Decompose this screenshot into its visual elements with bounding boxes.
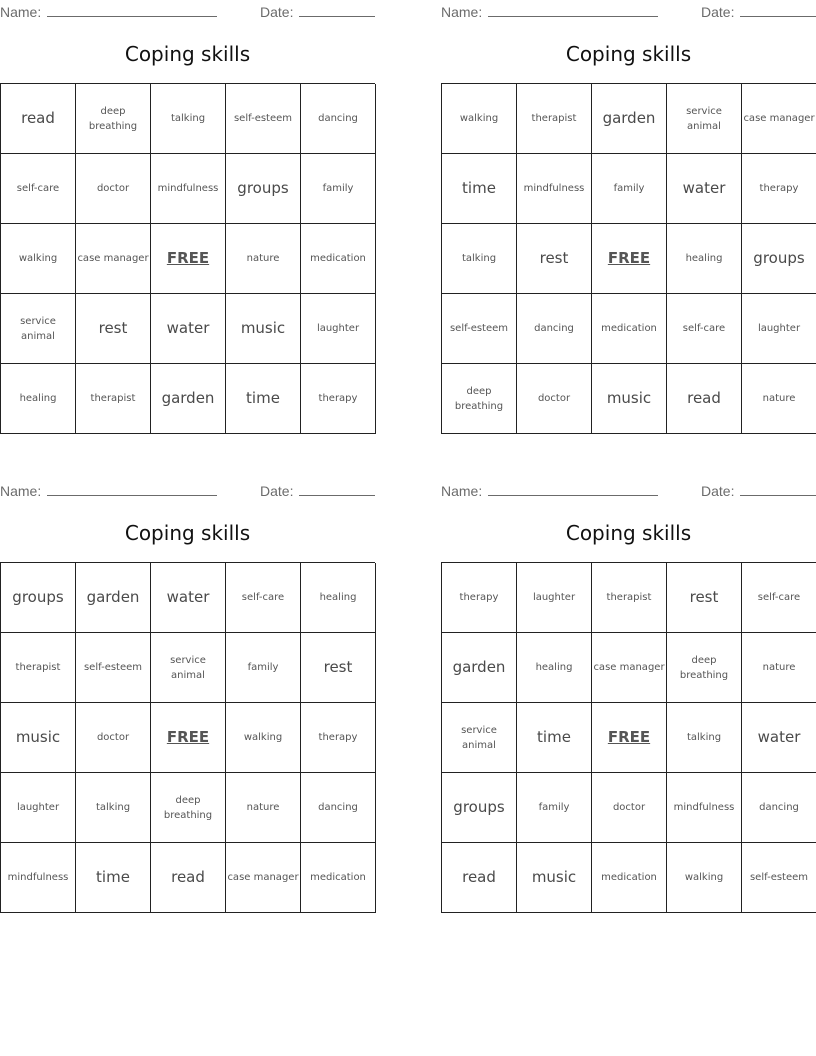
bingo-cell[interactable] [151, 633, 226, 703]
bingo-cell-text: deep breathing [88, 105, 138, 132]
bingo-cell[interactable] [1, 633, 76, 703]
bingo-cell-text: walking [243, 732, 283, 743]
bingo-cell-text: dancing [318, 113, 358, 124]
bingo-cell[interactable] [742, 633, 816, 703]
bingo-cell[interactable] [301, 633, 376, 703]
bingo-cell-text: read [21, 109, 55, 127]
name-field[interactable] [0, 481, 217, 499]
card-title: Coping skills [565, 521, 692, 545]
bingo-cell[interactable] [442, 224, 517, 294]
bingo-cell-text: family [247, 662, 279, 673]
bingo-cell-text: mindfulness [157, 183, 219, 194]
bingo-cell[interactable] [592, 154, 667, 224]
bingo-cell-text: talking [461, 253, 497, 264]
bingo-cell-text: talking [95, 802, 131, 813]
bingo-cell[interactable] [517, 84, 592, 154]
bingo-cell-text: self-care [757, 592, 801, 603]
bingo-cell[interactable] [742, 563, 816, 633]
bingo-cell-text: walking [18, 253, 58, 264]
bingo-cell[interactable] [517, 224, 592, 294]
bingo-cell-text: family [613, 183, 645, 194]
bingo-cell[interactable] [667, 294, 742, 364]
bingo-cell-text: medication [310, 253, 366, 264]
bingo-cell[interactable] [301, 703, 376, 773]
bingo-cell[interactable] [517, 843, 592, 913]
bingo-cell[interactable] [667, 154, 742, 224]
date-blank-line[interactable] [299, 481, 375, 496]
bingo-cell-text: medication [601, 872, 657, 883]
bingo-cell-text: family [538, 802, 570, 813]
bingo-cell-text: nature [246, 253, 280, 264]
bingo-cell[interactable] [301, 84, 376, 154]
bingo-cell[interactable] [226, 84, 301, 154]
bingo-cell[interactable] [151, 364, 226, 434]
bingo-cell[interactable] [592, 84, 667, 154]
bingo-cell-text: self-esteem [449, 323, 509, 334]
bingo-cell[interactable] [226, 843, 301, 913]
card-title: Coping skills [124, 521, 251, 545]
date-blank-line[interactable] [740, 2, 816, 17]
bingo-cell[interactable] [76, 154, 151, 224]
bingo-cell[interactable] [742, 843, 816, 913]
bingo-cell[interactable] [226, 224, 301, 294]
bingo-cell-text: doctor [96, 732, 130, 743]
card-title: Coping skills [124, 42, 251, 66]
bingo-cell[interactable] [301, 364, 376, 434]
bingo-cell[interactable] [1, 773, 76, 843]
free-space-cell[interactable] [592, 703, 667, 773]
bingo-cell-text: rest [98, 319, 128, 337]
bingo-cell-text: walking [684, 872, 724, 883]
bingo-cell-text: laughter [16, 802, 60, 813]
bingo-cell-text: laughter [757, 323, 801, 334]
bingo-cell-text: laughter [532, 592, 576, 603]
bingo-cell[interactable] [517, 563, 592, 633]
bingo-grid [441, 562, 816, 913]
date-blank-line[interactable] [740, 481, 816, 496]
bingo-cell[interactable] [667, 563, 742, 633]
bingo-cell[interactable] [226, 703, 301, 773]
bingo-cell[interactable] [667, 224, 742, 294]
date-label: Date: [260, 4, 294, 20]
bingo-cell-text: healing [19, 393, 57, 404]
name-field[interactable] [441, 2, 658, 20]
bingo-cell-text: self-esteem [749, 872, 809, 883]
bingo-cell-text: time [537, 728, 571, 746]
free-space-cell[interactable] [592, 224, 667, 294]
bingo-cell[interactable] [301, 773, 376, 843]
bingo-cell[interactable] [151, 773, 226, 843]
bingo-cell-text: groups [237, 179, 289, 197]
bingo-cell[interactable] [592, 773, 667, 843]
bingo-cell[interactable] [442, 843, 517, 913]
bingo-card-1 [0, 0, 375, 434]
bingo-cell[interactable] [742, 703, 816, 773]
bingo-cell-text: self-care [682, 323, 726, 334]
bingo-cell[interactable] [442, 563, 517, 633]
date-field[interactable] [260, 481, 375, 499]
name-field[interactable] [441, 481, 658, 499]
bingo-cell[interactable] [151, 563, 226, 633]
bingo-cell[interactable] [517, 364, 592, 434]
bingo-cell-text: garden [161, 389, 215, 407]
bingo-cell-text: garden [86, 588, 140, 606]
bingo-cell-text: therapy [318, 732, 358, 743]
bingo-cell-text: therapy [318, 393, 358, 404]
bingo-cell[interactable] [442, 703, 517, 773]
date-label: Date: [701, 483, 735, 499]
bingo-cell[interactable] [517, 294, 592, 364]
bingo-cell-text: mindfulness [7, 872, 69, 883]
bingo-cell-text: groups [753, 249, 805, 267]
bingo-cell-text: groups [453, 798, 505, 816]
bingo-cell-text: therapist [90, 393, 136, 404]
bingo-cell[interactable] [667, 84, 742, 154]
bingo-cell-text: deep breathing [163, 794, 213, 821]
bingo-cell-text: music [606, 389, 652, 407]
bingo-cell-text: water [166, 319, 210, 337]
bingo-cell-text: self-care [241, 592, 285, 603]
bingo-cell-text: therapist [15, 662, 61, 673]
name-field[interactable] [0, 2, 217, 20]
bingo-cell-text: medication [310, 872, 366, 883]
bingo-cell-text: family [322, 183, 354, 194]
bingo-cell-text: dancing [534, 323, 574, 334]
bingo-cell[interactable] [667, 703, 742, 773]
bingo-cell-text: therapy [459, 592, 499, 603]
bingo-cell-text: time [462, 179, 496, 197]
date-blank-line[interactable] [299, 2, 375, 17]
bingo-cell-text: garden [452, 658, 506, 676]
bingo-cell-text: medication [601, 323, 657, 334]
bingo-cell[interactable] [301, 294, 376, 364]
bingo-cell-text: nature [246, 802, 280, 813]
bingo-cell-text: water [682, 179, 726, 197]
bingo-cell[interactable] [442, 364, 517, 434]
bingo-cell-text: self-esteem [83, 662, 143, 673]
bingo-cell[interactable] [442, 154, 517, 224]
bingo-cell[interactable] [226, 294, 301, 364]
bingo-cell[interactable] [301, 563, 376, 633]
bingo-cell-text: self-care [16, 183, 60, 194]
bingo-cell[interactable] [1, 154, 76, 224]
bingo-cell-text: doctor [612, 802, 646, 813]
bingo-cell[interactable] [442, 633, 517, 703]
bingo-cell[interactable] [226, 154, 301, 224]
bingo-cell[interactable] [76, 633, 151, 703]
bingo-cell[interactable] [1, 703, 76, 773]
bingo-cell[interactable] [76, 563, 151, 633]
name-label: Name: [0, 4, 42, 20]
bingo-cell-text: therapist [531, 113, 577, 124]
bingo-cell[interactable] [226, 633, 301, 703]
date-field[interactable] [701, 481, 816, 499]
bingo-cell-text: therapist [606, 592, 652, 603]
bingo-cell-text: FREE [607, 728, 651, 746]
bingo-cell[interactable] [592, 294, 667, 364]
bingo-cell[interactable] [151, 154, 226, 224]
bingo-cell-text: mindfulness [523, 183, 585, 194]
bingo-cell-text: case manager [77, 253, 149, 264]
bingo-cell-text: read [687, 389, 721, 407]
bingo-cell-text: service animal [461, 724, 497, 751]
bingo-cell[interactable] [742, 294, 816, 364]
date-field[interactable] [260, 2, 375, 20]
bingo-cell[interactable] [742, 84, 816, 154]
free-space-cell[interactable] [151, 703, 226, 773]
bingo-cell[interactable] [76, 294, 151, 364]
bingo-cell[interactable] [301, 224, 376, 294]
bingo-grid [441, 83, 816, 434]
bingo-cell[interactable] [667, 633, 742, 703]
bingo-cell[interactable] [76, 84, 151, 154]
bingo-cell[interactable] [517, 773, 592, 843]
bingo-cell[interactable] [1, 364, 76, 434]
bingo-cell-text: therapy [759, 183, 799, 194]
bingo-cell-text: deep breathing [679, 654, 729, 681]
bingo-cell[interactable] [226, 563, 301, 633]
bingo-cell-text: dancing [318, 802, 358, 813]
bingo-cell-text: time [246, 389, 280, 407]
bingo-cell-text: read [462, 868, 496, 886]
card-header [0, 481, 375, 501]
bingo-cell-text: service animal [686, 105, 722, 132]
bingo-cell-text: FREE [607, 249, 651, 267]
bingo-cell[interactable] [76, 224, 151, 294]
bingo-cell-text: doctor [96, 183, 130, 194]
bingo-cell[interactable] [301, 843, 376, 913]
bingo-cell[interactable] [742, 224, 816, 294]
card-header [0, 2, 375, 22]
bingo-card-4 [441, 479, 816, 913]
bingo-cell-text: healing [685, 253, 723, 264]
bingo-cell-text: music [240, 319, 286, 337]
bingo-cell-text: case manager [743, 113, 815, 124]
bingo-cell[interactable] [76, 843, 151, 913]
bingo-cell-text: music [531, 868, 577, 886]
bingo-cell[interactable] [742, 154, 816, 224]
free-space-cell[interactable] [151, 224, 226, 294]
bingo-cell-text: laughter [316, 323, 360, 334]
bingo-cell[interactable] [667, 843, 742, 913]
bingo-cell[interactable] [667, 364, 742, 434]
bingo-cell-text: service animal [170, 654, 206, 681]
bingo-cell-text: rest [689, 588, 719, 606]
bingo-cell[interactable] [151, 843, 226, 913]
bingo-cell-text: water [166, 588, 210, 606]
bingo-cell-text: talking [170, 113, 206, 124]
bingo-cell-text: groups [12, 588, 64, 606]
bingo-cell[interactable] [517, 633, 592, 703]
bingo-cell-text: music [15, 728, 61, 746]
bingo-cell-text: water [757, 728, 801, 746]
bingo-cell-text: service animal [20, 315, 56, 342]
name-blank-line[interactable] [47, 481, 217, 496]
bingo-cell[interactable] [226, 364, 301, 434]
bingo-cell-text: healing [319, 592, 357, 603]
bingo-cell[interactable] [76, 364, 151, 434]
name-label: Name: [441, 483, 483, 499]
bingo-cell-text: walking [459, 113, 499, 124]
name-blank-line[interactable] [488, 481, 658, 496]
bingo-cell[interactable] [151, 84, 226, 154]
bingo-cell-text: mindfulness [673, 802, 735, 813]
bingo-cell[interactable] [667, 773, 742, 843]
bingo-cell[interactable] [442, 773, 517, 843]
bingo-cell[interactable] [226, 773, 301, 843]
bingo-cell-text: read [171, 868, 205, 886]
bingo-cell[interactable] [1, 843, 76, 913]
bingo-cell[interactable] [1, 563, 76, 633]
bingo-cell[interactable] [592, 563, 667, 633]
bingo-cell-text: FREE [166, 249, 210, 267]
bingo-cell[interactable] [517, 154, 592, 224]
bingo-cell[interactable] [1, 84, 76, 154]
card-title: Coping skills [565, 42, 692, 66]
bingo-cell-text: case manager [593, 662, 665, 673]
bingo-cell-text: time [96, 868, 130, 886]
bingo-cell-text: healing [535, 662, 573, 673]
bingo-cell[interactable] [151, 294, 226, 364]
bingo-cell[interactable] [1, 294, 76, 364]
bingo-cell-text: FREE [166, 728, 210, 746]
bingo-cell[interactable] [1, 224, 76, 294]
bingo-cell-text: garden [602, 109, 656, 127]
bingo-cell[interactable] [442, 294, 517, 364]
bingo-cell[interactable] [742, 364, 816, 434]
bingo-cell[interactable] [517, 703, 592, 773]
bingo-cell[interactable] [442, 84, 517, 154]
bingo-cell-text: nature [762, 662, 796, 673]
bingo-grid [0, 83, 375, 434]
name-label: Name: [0, 483, 42, 499]
card-header [441, 481, 816, 501]
bingo-cell-text: talking [686, 732, 722, 743]
bingo-cell[interactable] [76, 773, 151, 843]
name-blank-line[interactable] [488, 2, 658, 17]
name-blank-line[interactable] [47, 2, 217, 17]
bingo-cell-text: self-esteem [233, 113, 293, 124]
bingo-cell[interactable] [592, 633, 667, 703]
bingo-card-3 [0, 479, 375, 913]
bingo-card-2 [441, 0, 816, 434]
bingo-cell[interactable] [742, 773, 816, 843]
bingo-cell-text: doctor [537, 393, 571, 404]
date-label: Date: [260, 483, 294, 499]
bingo-cell[interactable] [592, 364, 667, 434]
card-header [441, 2, 816, 22]
bingo-cell-text: deep breathing [454, 385, 504, 412]
bingo-cell-text: nature [762, 393, 796, 404]
date-field[interactable] [701, 2, 816, 20]
bingo-cell[interactable] [76, 703, 151, 773]
bingo-grid [0, 562, 375, 913]
name-label: Name: [441, 4, 483, 20]
bingo-cell-text: rest [539, 249, 569, 267]
bingo-cell-text: case manager [227, 872, 299, 883]
date-label: Date: [701, 4, 735, 20]
bingo-cell-text: rest [323, 658, 353, 676]
bingo-cell-text: dancing [759, 802, 799, 813]
bingo-cell[interactable] [592, 843, 667, 913]
bingo-cell[interactable] [301, 154, 376, 224]
